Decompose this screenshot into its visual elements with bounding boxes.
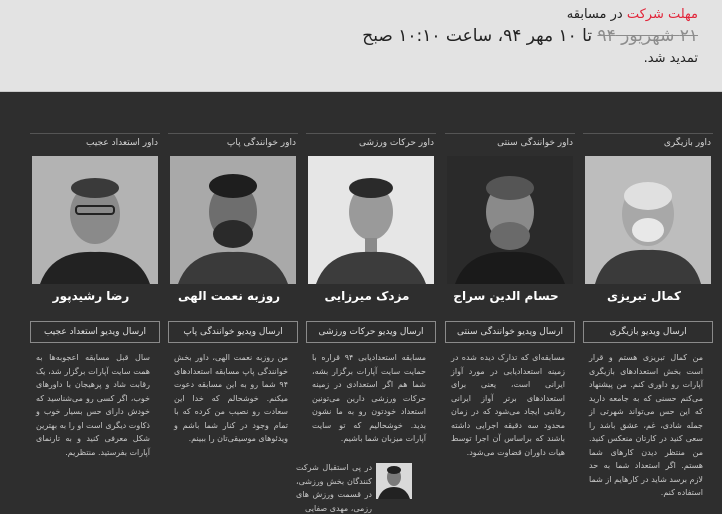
deadline-notice <box>0 0 722 92</box>
contest-label: در مسابقه <box>566 7 623 22</box>
judge-photo <box>32 156 158 284</box>
judge-portrait-image <box>447 156 573 284</box>
judge-portrait-image <box>32 156 158 284</box>
send-video-button[interactable]: ارسال ویدیو استعداد عجیب <box>30 321 160 343</box>
judge-portrait-image <box>170 156 296 284</box>
new-deadline-date: تا ۱۰ مهر ۹۴، ساعت ۱۰:۱۰ صبح <box>362 26 593 46</box>
send-video-button[interactable]: ارسال ویدیو خوانندگی پاپ <box>168 321 298 343</box>
judge-role: داور حرکات ورزشی <box>306 133 436 152</box>
notice-line-1 <box>20 6 698 24</box>
judge-role: داور خوانندگی سنتی <box>445 133 575 152</box>
judge-name: حسام الدین سراج <box>453 289 559 303</box>
judge-photo <box>585 156 711 284</box>
deadline-label: مهلت شرکت <box>626 7 698 22</box>
extra-thumbnail <box>376 463 412 499</box>
judge-bio: من روزبه نعمت الهی، داور بخش خوانندگی پاپ مسابقه استعدادهای ۹۴ شما رو به این مسابقه دعوت میکنم. خوشحالم که خدا این سعادت رو نصیب من کرده که با تمام وجود در کنار شما باشم و ویدئوهای موسیقی‌تان را ببینم. <box>174 353 288 443</box>
send-video-button[interactable]: ارسال ویدیو بازیگری <box>583 321 713 343</box>
judge-card-pop-singing <box>168 133 298 514</box>
judge-bio: مسابقه استعدادیابی ۹۴ قراره با حمایت سایت آپارات برگزار بشه، شما هم اگر استعدادی در زمینه حرکات ورزشی دارین می‌تونین استعداد خودتون رو به ما نشون بدید. خوشحالیم که تو سایت آپارات میزبان شما باشیم. <box>312 353 427 443</box>
judge-photo <box>308 156 434 284</box>
person-thumbnail-image <box>376 463 412 499</box>
judge-card-strange-talent <box>30 133 160 514</box>
old-deadline-date: ۲۱ شهریور ۹۴ <box>597 26 698 46</box>
judge-portrait-image <box>585 156 711 284</box>
extra-note <box>296 457 416 514</box>
judge-role: داور بازیگری <box>583 133 713 152</box>
extended-label: تمدید شد. <box>643 51 698 66</box>
judge-card-traditional-singing <box>445 133 575 514</box>
judge-portrait-image <box>308 156 434 284</box>
send-video-button[interactable]: ارسال ویدیو حرکات ورزشی <box>306 321 436 343</box>
send-video-button[interactable]: ارسال ویدیو خوانندگی سنتی <box>445 321 575 343</box>
judge-name: مزدک میرزایی <box>324 289 410 303</box>
judge-bio: من کمال تبریزی هستم و قرار است بخش استعدادهای بازیگری آپارات رو داوری کنم. من پیشنهاد می‌کنم حسنی که به جامعه دارید که این حس می‌تواند شهرتی از جمله شادی، غم، عشق باشد را سعی کنید در کارتان منعکس کنید. من منتظر دیدن کارهای شما هستم. اگر استعداد شما به حد لازم برسد شاید در کارهایم از شما استفاده کنم. <box>589 353 703 497</box>
notice-line-2 <box>20 24 698 48</box>
judge-name: رضا رشیدپور <box>52 289 130 303</box>
judge-bio: سال قبل مسابقه اعجوبه‌ها به همت سایت آپارات برگزار شد، یک رقابت شاد و پرهیجان با داورهای خوب، اگر کسی رو می‌شناسید که خودش دارای حس بسیار خوب و ذکاوت دیگری است او را به بهترین شکل معرفی کنید و به تارنمای آپارات بفرستید. منتظریم. <box>36 353 150 457</box>
judge-name: کمال تبریزی <box>607 289 681 303</box>
judge-role: داور خوانندگی پاپ <box>168 133 298 152</box>
judge-name: روزبه نعمت الهی <box>177 289 281 303</box>
judge-role: داور استعداد عجیب <box>30 133 160 152</box>
judge-bio: مسابقه‌ای که تدارک دیده شده در زمینه استعدادیابی در مورد آواز ایرانی است، یعنی برای استعدادهای برتر آواز ایرانی رقابتی ایجاد می‌شود که در زمان محدود سه دقیقه اجرایی داشته باشند که براساس آن اجرا توسط هیات داوران قضاوت می‌شود. <box>451 353 565 457</box>
judge-photo <box>447 156 573 284</box>
extra-text: در پی استقبال شرکت کنندگان بخش ورزشی، در قسمت ورزش های رزمی، مهدی صفایی <box>296 463 372 513</box>
judge-card-acting <box>583 133 713 514</box>
judge-photo <box>170 156 296 284</box>
